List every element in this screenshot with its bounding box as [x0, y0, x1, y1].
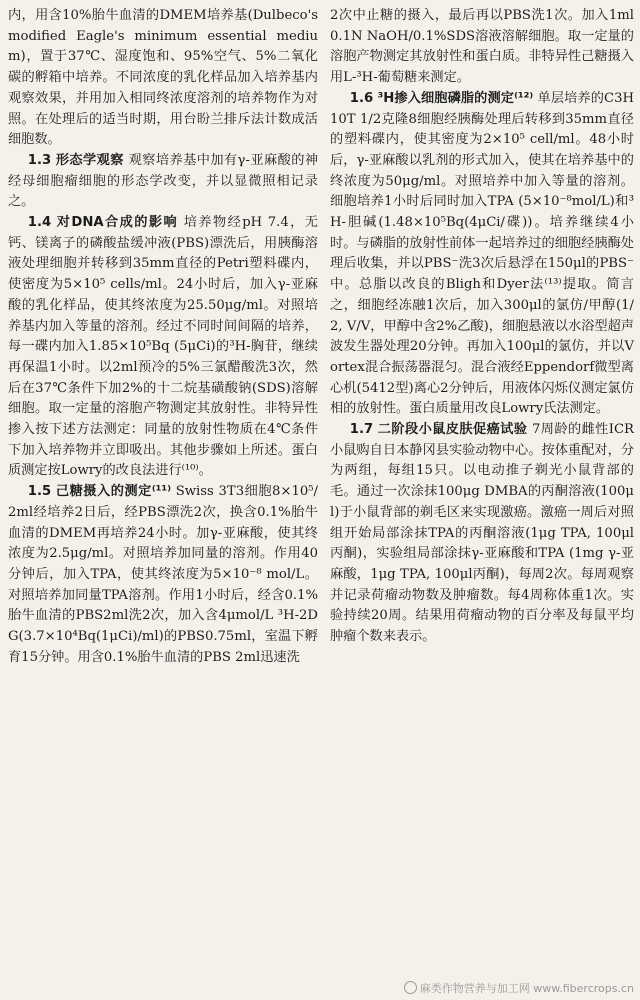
watermark-logo-icon	[404, 981, 417, 994]
right-column	[330, 6, 634, 648]
section-body: 培养物经pH 7.4，无钙、镁离子的磷酸盐缓冲液(PBS)漂洗后，用胰酶溶液处理细胞并转移到35mm直径的Petri塑料碟内，使密度为5×10⁵ cells/ml。24小时后，加入γ-亚麻酸的乳化样品，使其终浓度为25.50μg/ml。对照培养基内加入等量的溶剂。经过不同时间间隔的培养，每一碟内加入1.85×10⁵Bq (5μCi)的³H-胸苷，继续再保温1小时。以2ml预冷的5%三氯醋酸洗3次，然后在37℃条件下加2%的十二烷基磺酸钠(SDS)溶解细胞。取一定量的溶胞产物测定其放射性。非特异性掺入按下述方法测定：同量的放射性物质在4℃条件下加入培养物并立即吸出。其他步骤如上所述。蛋白质测定按Lowry的改良法进行⁽¹⁰⁾。	[8, 215, 318, 479]
section-number: 1.4	[27, 215, 52, 231]
section-title: ³H掺入细胞磷脂的测定⁽¹²⁾	[377, 90, 534, 106]
section-title: 对DNA合成的影响	[56, 215, 179, 231]
section-1-5	[8, 482, 318, 668]
section-title: 形态学观察	[55, 152, 124, 168]
section-body: 单层培养的C3H10T 1/2克隆8细胞经胰酶处理后转移到35mm直径的塑料碟内，使其密度为2×10⁵ cell/ml。48小时后，γ-亚麻酸以乳剂的形式加入，使其在培养基中的终浓度为50μg/ml。对照培养中加入等量的溶剂。细胞培养1小时后同时加入TPA (5×10⁻⁸mol/L)和³H-胆碱(1.48×10⁵Bq(4μCi/碟))。培养继续4小时。与磷脂的放射性前体一起培养过的细胞经胰酶处理后收集，并以PBS⁻洗3次后悬浮在150μl的PBS⁻中。总脂以改良的Bligh和Dyer法⁽¹³⁾提取。简言之，细胞经冻融1次后，加入300μl的氯仿/甲醇(1/2, V/V，甲醇中含2%乙酸)，细胞悬液以水浴型超声波发生器处理20分钟。再加入100μl的氯仿，并以Vortex混合振荡器混匀。混合液经Eppendorf微型离心机(5412型)离心2分钟后，用液体闪烁仪测定氯仿相的放射性。蛋白质量用改良Lowry氏法测定。	[330, 90, 634, 417]
section-body: 7周龄的雌性ICR小鼠购自日本静冈县实验动物中心。按体重配对，分为两组，每组15只。以电动推子剃光小鼠背部的毛。通过一次涂抹100μg DMBA的丙酮溶液(100μl)于小鼠背部的剃毛区来实现激癌。激癌一周后对照组开始局部涂抹TPA的丙酮溶液(1μg TPA, 100μl丙酮)，实验组局部涂抹γ-亚麻酸和TPA (1mg γ-亚麻酸，1μg TPA, 100μl丙酮)，每周2次。每周观察并记录荷瘤动物数及肿瘤数。每4周称体重1次。实验持续20周。结果用荷瘤动物的百分率及每鼠平均肿瘤个数来表示。	[330, 422, 634, 645]
left-column	[8, 6, 318, 669]
paragraph-continuation: 2次中止糖的摄入，最后再以PBS洗1次。加入1ml 0.1N NaOH/0.1%SDS溶液溶解细胞。取一定量的溶胞产物测定其放射性和蛋白质。非特异性己糖摄入用L-³H-葡萄糖来测定。	[330, 8, 634, 86]
section-title: 二阶段小鼠皮肤促癌试验	[377, 422, 528, 438]
section-body: Swiss 3T3细胞8×10⁵/2ml经培养2日后，经PBS漂洗2次，换含0.1%胎牛血清的DMEM再培养24小时。加γ-亚麻酸，使其终浓度为2.5μg/ml。对照培养加同量的溶剂。作用40分钟后，加入TPA，使其终浓度为5×10⁻⁸ mol/L。对照培养加同量TPA溶剂。作用1小时后，经含0.1%胎牛血清的PBS2ml洗2次，加入含4μmol/L ³H-2DG(3.7×10⁴Bq(1μCi)/ml)的PBS0.75ml，室温下孵育15分钟。用含0.1%胎牛血清的PBS 2ml迅速洗	[8, 484, 318, 665]
section-number: 1.3	[27, 152, 52, 168]
site-watermark	[404, 980, 634, 996]
paragraph-cell-culture: 内，用含10%胎牛血清的DMEM培养基(Dulbeco's modified Eagle's minimum essential medium)，置于37℃、湿度饱和、95%空气、5%二氧化碳的孵箱中培养。不同浓度的乳化样品加入培养基内观察效果，并用加入相同终浓度溶剂的培养物作为对照。在处理后的适当时期，用台盼兰排斥法计数成活细胞数。	[8, 8, 318, 148]
section-1-3	[8, 151, 318, 213]
section-1-6	[330, 89, 634, 420]
watermark-text: 麻类作物营养与加工网 www.fibercrops.cn	[419, 982, 634, 995]
section-number: 1.5	[27, 484, 52, 500]
section-title: 己糖摄入的测定⁽¹¹⁾	[55, 484, 172, 500]
section-number: 1.6	[349, 90, 374, 106]
section-number: 1.7	[349, 422, 374, 438]
section-body: 观察培养基中加有γ-亚麻酸的神经母细胞瘤细胞的形态学改变，并以显微照相记录之。	[8, 152, 319, 210]
section-1-4	[8, 213, 318, 482]
section-1-7	[330, 420, 634, 648]
